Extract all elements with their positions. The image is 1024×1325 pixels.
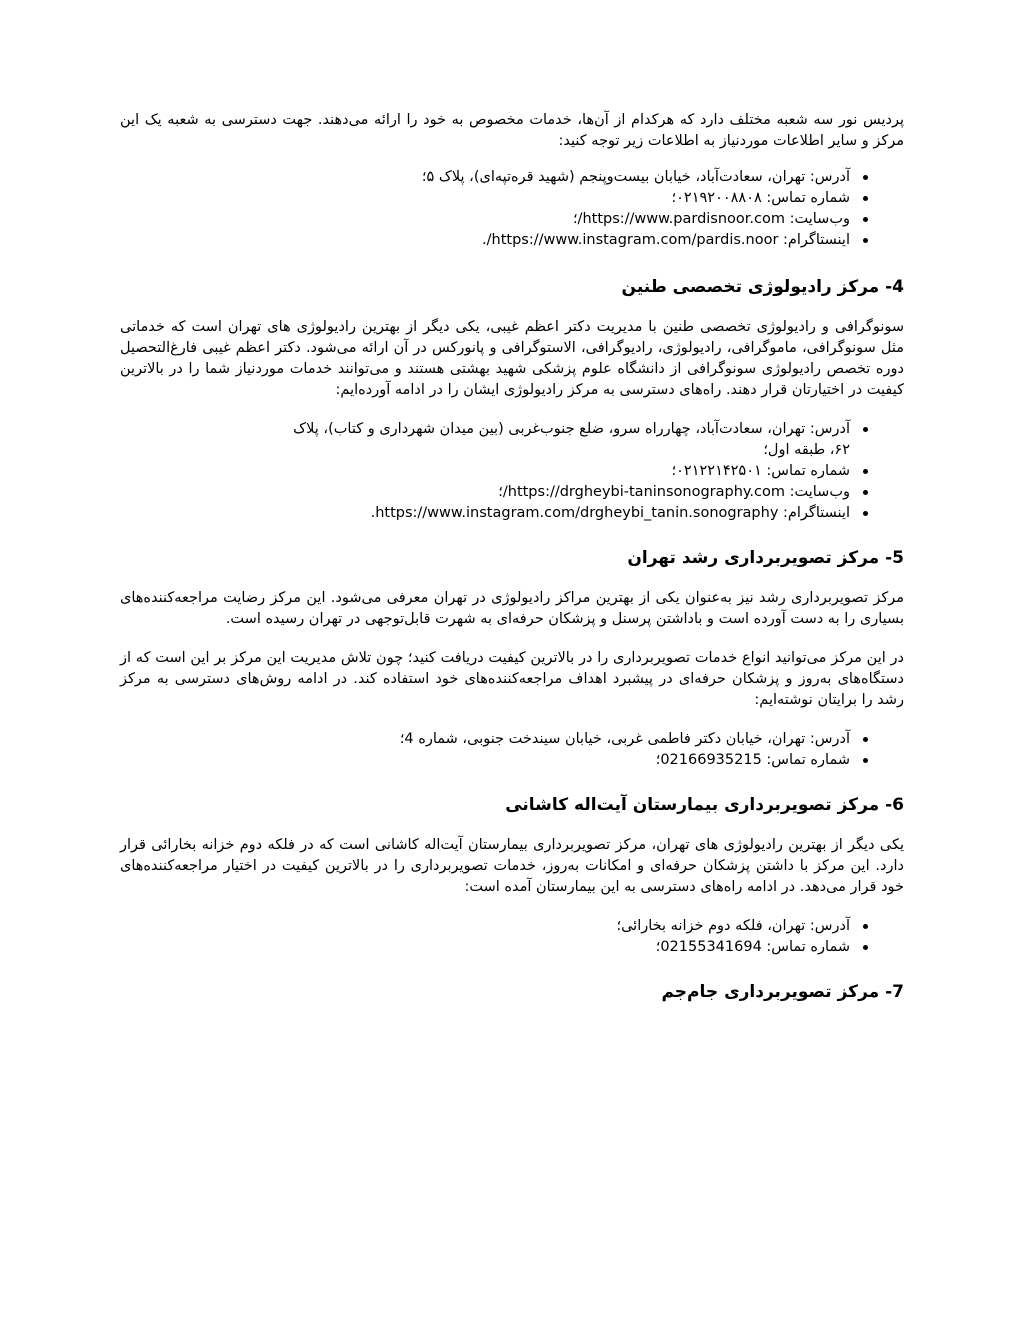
section5-list xyxy=(120,729,904,771)
list-item: اینستاگرام: https://www.instagram.com/pardis.noor/. xyxy=(290,230,872,251)
list-item: آدرس: تهران، فلکه دوم خزانه بخارائی؛ xyxy=(290,916,872,937)
section4-paragraph: سونوگرافی و رادیولوژی تخصصی طنین با مدیریت دکتر اعظم غیبی، یکی دیگر از بهترین رادیولوژی های تهران است که خدماتی مثل سونوگرافی، ماموگرافی، رادیولوژی، رادیوگرافی، الاستوگرافی و پانورکس در آن ارائه می‌شود. دکتر اعظم غیبی فارغ‌التحصیل دوره تخصص رادیولوژی سونوگرافی از دانشگاه علوم پزشکی شهید بهشتی هستند و می‌توانند خدمات موردنیاز شما را در بالاترین کیفیت در اختیارتان قرار دهند. راه‌های دسترسی به مرکز رادیولوژی ایشان را در ادامه آورده‌ایم: xyxy=(120,319,904,398)
intro-list xyxy=(120,167,904,251)
section5-paragraph-2: در این مرکز می‌توانید انواع خدمات تصویربرداری را در بالاترین کیفیت دریافت کنید؛ چون تلاش مدیریت این مرکز بر این است که از دستگاه‌های به‌روز و پزشکان حرفه‌ای در پیشبرد اهداف مراجعه‌کننده‌های خود استفاده کند. در ادامه روش‌های دسترسی به مرکز رشد را برایتان نوشته‌ایم: xyxy=(120,650,904,708)
list-item: شماره تماس: ۰۲۱۲۲۱۴۲۵۰۱؛ xyxy=(290,461,872,482)
list-item: اینستاگرام: https://www.instagram.com/drgheybi_tanin.sonography. xyxy=(290,503,872,524)
list-item: آدرس: تهران، خیابان دکتر فاطمی غربی، خیابان سیندخت جنوبی، شماره 4؛ xyxy=(290,729,872,750)
list-item: وب‌سایت: https://www.pardisnoor.com/؛ xyxy=(290,209,872,230)
section6-list xyxy=(120,916,904,958)
document-page xyxy=(120,110,904,1004)
section5-paragraph-1: مرکز تصویربرداری رشد نیز به‌عنوان یکی از بهترین مراکز رادیولوژی در تهران معرفی می‌شود. این مرکز رضایت مراجعه‌کننده‌های بسیاری را به دست آورده است و باداشتن پرسنل و پزشکان حرفه‌ای به شهرت قابل‌توجهی در تهران رسیده است. xyxy=(120,590,904,627)
list-item: شماره تماس: 02166935215؛ xyxy=(290,750,872,771)
list-item: شماره تماس: ۰۲۱۹۲۰۰۸۸۰۸؛ xyxy=(290,188,872,209)
section-heading: 6- مرکز تصویربرداری بیمارستان آیت‌اله کاشانی xyxy=(505,795,904,815)
list-item: وب‌سایت: https://drgheybi-taninsonography.com/؛ xyxy=(290,482,872,503)
intro-paragraph: پردیس نور سه شعبه مختلف دارد که هرکدام از آن‌ها، خدمات مخصوص به خود را ارائه می‌دهند. جهت دسترسی به شعبه یک این مرکز و سایر اطلاعات موردنیاز به اطلاعات زیر توجه کنید: xyxy=(120,112,904,149)
list-item: شماره تماس: 02155341694؛ xyxy=(290,937,872,958)
section-heading: 4- مرکز رادیولوژی تخصصی طنین xyxy=(621,277,904,297)
section-heading: 5- مرکز تصویربرداری رشد تهران xyxy=(627,548,904,568)
list-item: آدرس: تهران، سعادت‌آباد، چهارراه سرو، ضلع جنوب‌غربی (بین میدان شهرداری و کتاب)، پلاک ۶۲، طبقه اول؛ xyxy=(290,419,872,461)
list-item: آدرس: تهران، سعادت‌آباد، خیابان بیست‌وپنجم (شهید قره‌تپه‌ای)، پلاک ۵؛ xyxy=(290,167,872,188)
section6-paragraph: یکی دیگر از بهترین رادیولوژی های تهران، مرکز تصویربرداری بیمارستان آیت‌اله کاشانی است که در فلکه دوم خزانه بخارائی قرار دارد. این مرکز با داشتن پزشکان حرفه‌ای و امکانات به‌روز، خدمات تصویربرداری را در بالاترین کیفیت در اختیار مراجعه‌کننده‌های خود قرار می‌دهد. در ادامه راه‌های دسترسی به این بیمارستان آمده است: xyxy=(120,837,904,895)
section4-list xyxy=(120,419,904,524)
section-heading: 7- مرکز تصویربرداری جام‌جم xyxy=(661,982,904,1002)
